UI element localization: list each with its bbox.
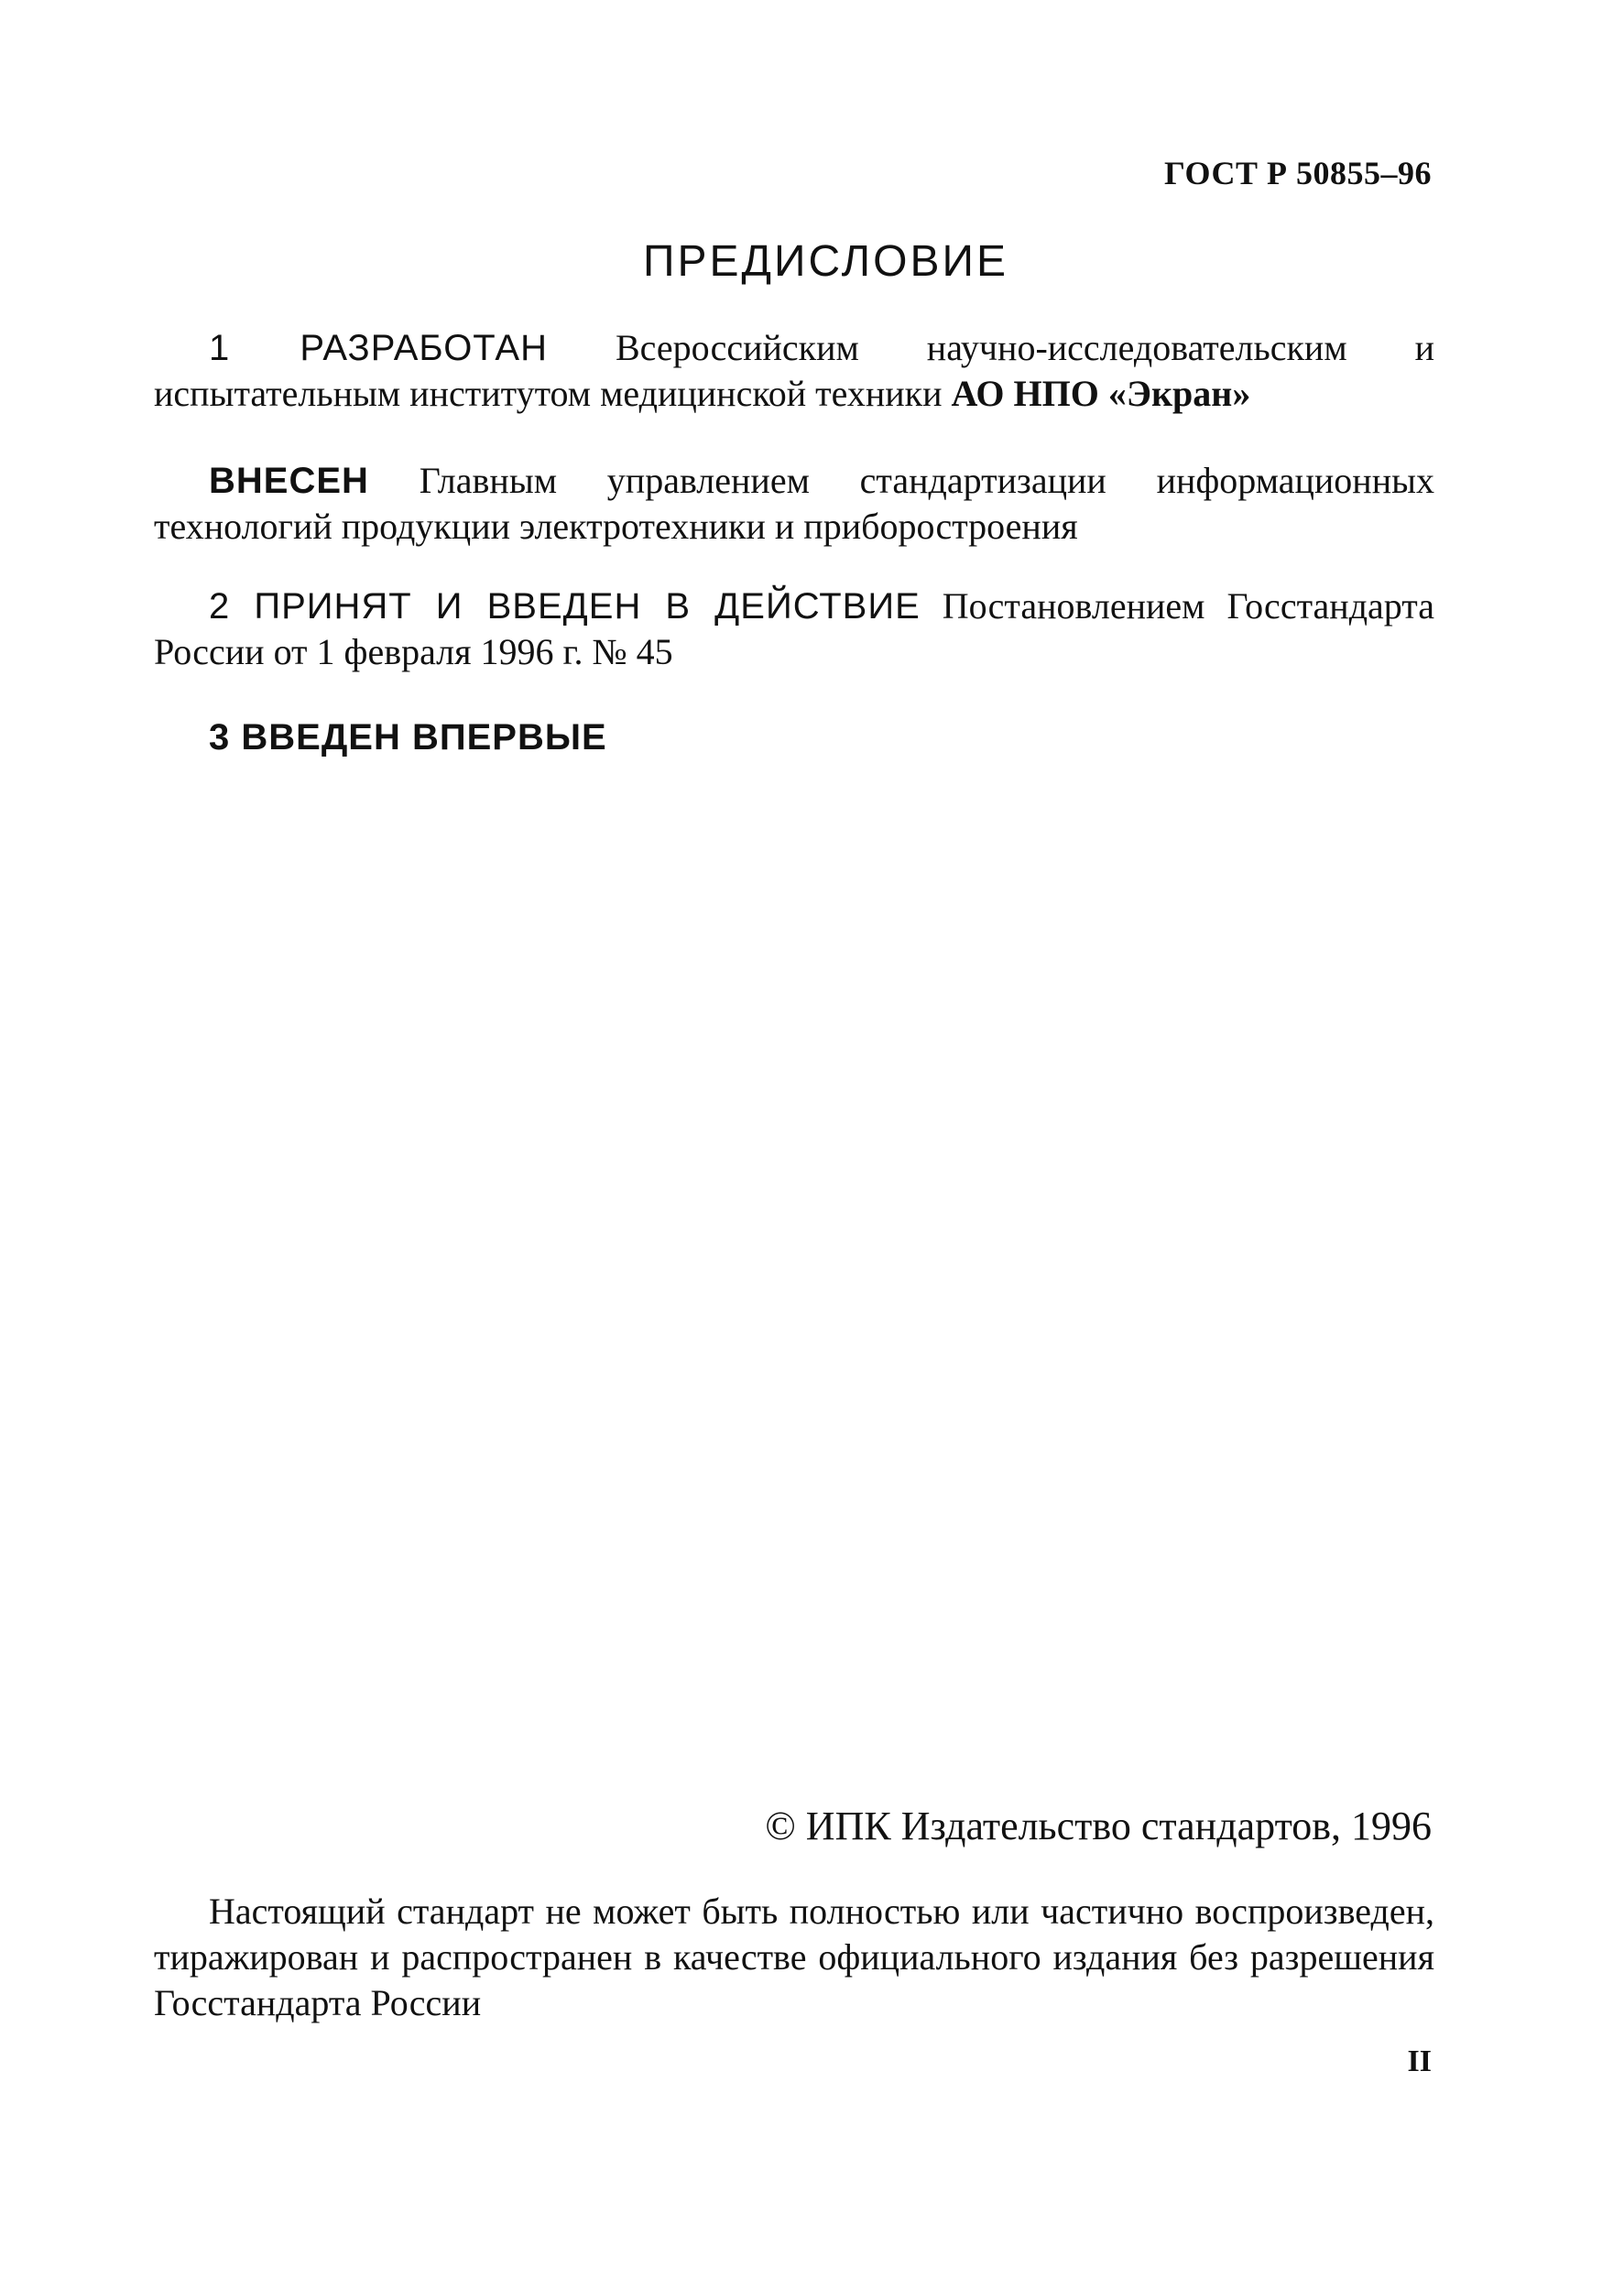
item-developed-lead: 1 РАЗРАБОТАН (209, 328, 548, 368)
item-adopted-lead: 2 ПРИНЯТ И ВВЕДЕН В ДЕЙСТВИЕ (209, 586, 921, 627)
item-adopted-text: Постановлением Госстандарта России от 1 февраля 1996 г. № 45 (154, 585, 1434, 672)
item-introduced (154, 458, 1434, 550)
page-number: II (1407, 2044, 1432, 2078)
item-first-introduced-lead: 3 ВВЕДЕН ВПЕРВЫЕ (209, 717, 607, 758)
reproduction-notice: Настоящий стандарт не может быть полностью или частично воспроизведен, тиражирован и распространен в качестве официального издания без разрешения Госстандарта России (154, 1891, 1434, 2023)
item-first-introduced (154, 714, 1434, 760)
item-introduced-lead: ВНЕСЕН (209, 461, 369, 501)
document-code: ГОСТ Р 50855–96 (1164, 155, 1432, 191)
item-developed (154, 325, 1434, 417)
item-introduced-text: Главным управлением стандартизации информационных технологий продукции электротехники и приборостроения (154, 460, 1434, 547)
item-developed-text: Всероссийским научно-исследовательским и испытательным институтом медицинской техники (154, 327, 1434, 414)
item-developed-org: АО НПО «Экран» (951, 373, 1251, 414)
item-adopted (154, 583, 1434, 675)
page-title: ПРЕДИСЛОВИЕ (643, 237, 1008, 286)
copyright-line: © ИПК Издательство стандартов, 1996 (765, 1804, 1432, 1848)
